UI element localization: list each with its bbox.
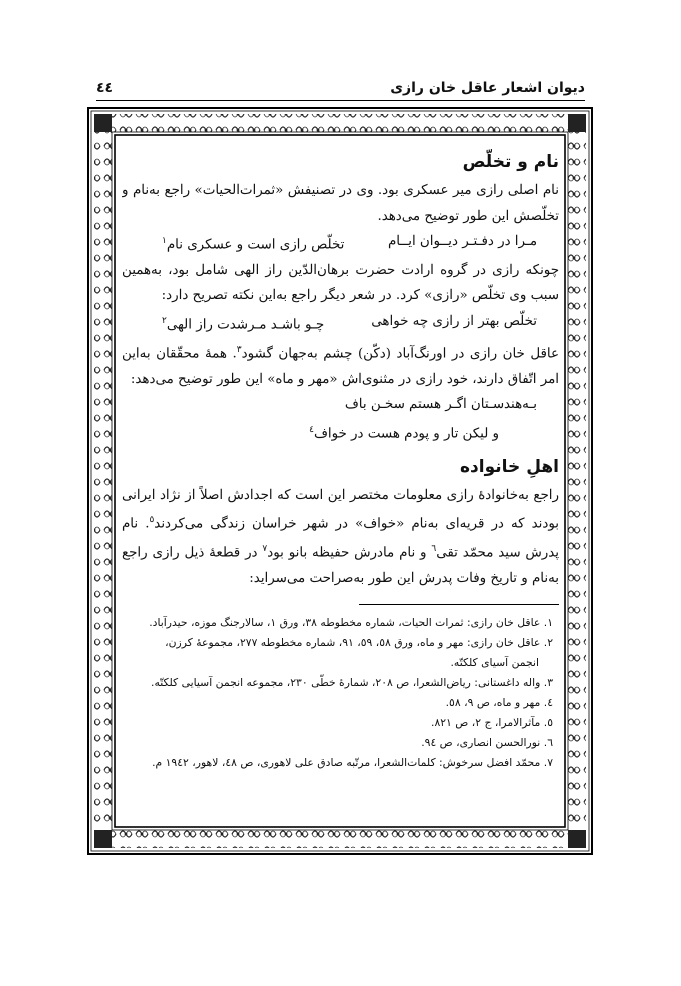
footnote: ٦. نورالحسن انصاری، ص ٩٤. (421, 735, 553, 749)
footnote-separator (359, 604, 559, 605)
footnote-ref: ٢ (162, 315, 167, 326)
page-header (96, 80, 585, 102)
section-heading-family: اهلِ خانواده (460, 456, 559, 477)
verse-hemistich: تخلّص بهتر از رازی چه خواهی (371, 313, 537, 329)
verse-hemistich: بـه‌هندسـتان اگـر هستم سخـن باف (344, 397, 537, 413)
footnote: ٣. واله داغستانی: ریاض‌الشعرا، ص ٢٠٨، شمارهٔ خطّی ٢٣٠، مجموعه انجمن آسیایی کلکتّه. (151, 675, 553, 689)
verse-line (122, 229, 559, 258)
paragraph: نام اصلی رازی میر عسکری بود. وی در تصنیفش «ثمرات‌الحیات» راجع به‌نام و تخلّصش این طور توضیح می‌دهد. (122, 183, 559, 224)
footnote-ref: ٧ (262, 544, 268, 555)
verse-hemistich: مـرا در دفـتـر دیــوان ایــام (388, 234, 537, 249)
footnote: ٧. محمّد افضل سرخوش: کلمات‌الشعرا، مرتّبه صادق علی لاهوری، ص ٤٨، لاهور، ١٩٤٢ م. (152, 755, 553, 769)
footnote: ٢. عاقل خان رازی: مهر و ماه، ورق ٥٨، ٥٩، ٩١، شماره مخطوطه ٢٧٧، مجموعهٔ کرزن، (165, 635, 553, 649)
footnote-ref: ٥ (149, 515, 155, 526)
verse-hemistich: چـو باشـد مـرشدت راز الهی$^٢$ (162, 315, 325, 333)
footnote-ref: ١ (162, 236, 167, 246)
footnote: انجمن آسیای کلکتّه. (450, 655, 539, 669)
paragraph: عاقل خان رازی در اورنگ‌آباد (دکّن) چشم به‌جهان گشود$^٣$. همهٔ محقّقان به‌این امر اتّفاق دارند، خود رازی در مثنوی‌اش «مهر و ماه» این طور توضیح می‌دهد: (122, 344, 559, 387)
footnote: ٤. مهر و ماه، ص ٩، ٥٨. (445, 695, 553, 709)
section-heading-name: نام و تخلّص (462, 152, 559, 172)
page-body (122, 142, 559, 854)
verse-line (122, 309, 559, 338)
footnote: ١. عاقل خان رازی: ثمرات الحیات، شماره مخطوطه ٣٨، ورق ١، سالارجنگ موزه، حیدرآباد. (149, 615, 553, 629)
header-rule (96, 100, 585, 101)
footnote: ٥. مآثرالامرا، ج ٢، ص ٨٢١. (431, 715, 553, 729)
footnote-ref: ٤ (309, 424, 314, 435)
footnote-ref: ٣ (236, 344, 242, 355)
paragraph: چونکه رازی در گروه ارادت حضرت برهان‌الدّین راز الهی شامل بود، به‌همین سبب وی تخلّص «رازی» کرد. در شعر دیگر راجع به‌این نکته تصریح دارد: (122, 262, 559, 304)
verse-hemistich: تخلّص رازی است و عسکری نام$^١$ (162, 236, 345, 253)
book-title: دیوان اشعار عاقل خان رازی (390, 80, 585, 96)
footnote-ref: ٦ (431, 544, 437, 555)
page-number: ٤٤ (96, 80, 114, 96)
verse-hemistich: و لیکن تار و پودم هست در خواف$^٤$ (309, 424, 499, 442)
paragraph: راجع به‌خانوادهٔ رازی معلومات مختصر این است که اجدادش اصلاً از نژاد ایرانی بودند که در قریه‌ای به‌نام «خواف» در شهر خراسان زندگی می‌کردند$^٥$. نام پدرش سید محمّد تقی$^٦$ و نام مادرش حفیظه بانو بود$^٧$ در قطعهٔ ذیل رازی راجع به‌نام و تاریخ وفات پدرش این طور به‌صراحت می‌سراید: (122, 487, 559, 587)
